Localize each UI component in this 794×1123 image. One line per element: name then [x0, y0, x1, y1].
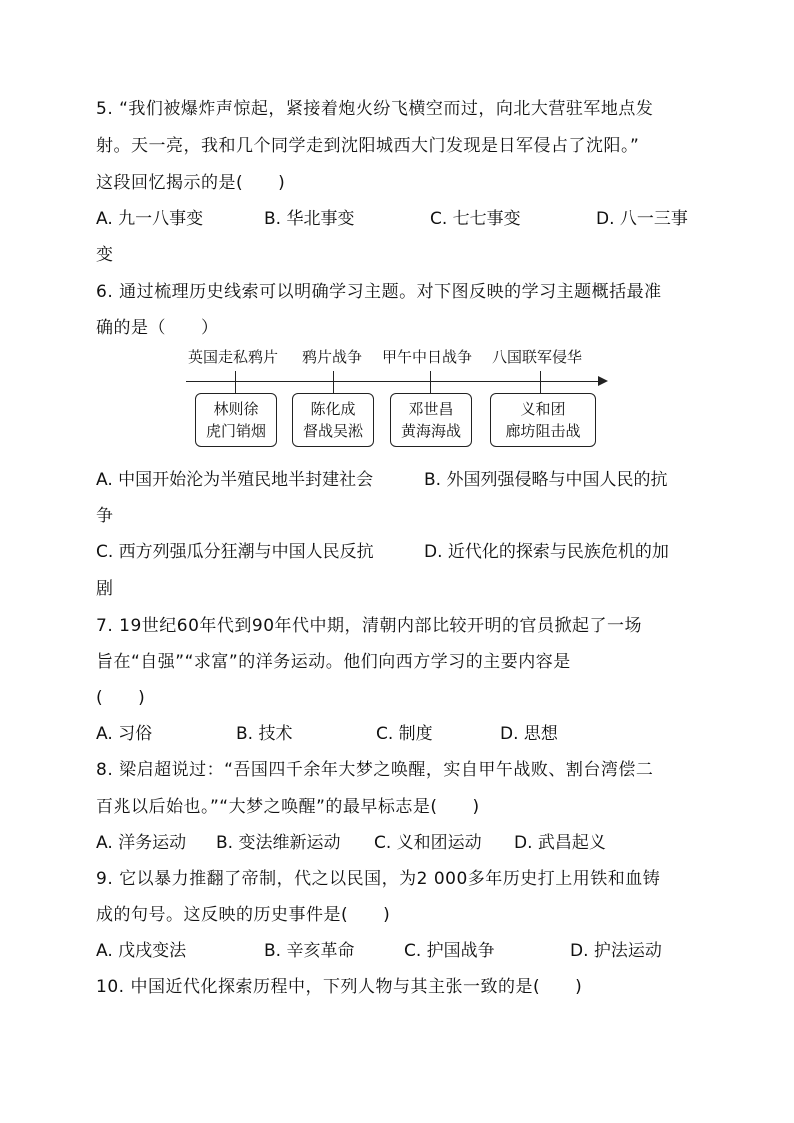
- timeline-event-2: 鸦片战争: [302, 348, 363, 366]
- q5-option-d[interactable]: D. 八一三事: [596, 209, 688, 229]
- q7-stem-line1: 7. 19世纪60年代到90年代中期，清朝内部比较开明的官员掀起了一场: [96, 616, 643, 636]
- q10-stem-line1: 10. 中国近代化探索历程中，下列人物与其主张一致的是( ): [96, 977, 583, 997]
- q6-option-b-wrap: 争: [96, 506, 114, 526]
- q9-option-b[interactable]: B. 辛亥革命: [264, 941, 355, 961]
- timeline-box-4-line2: 廊坊阻击战: [505, 422, 581, 440]
- q6-option-d-wrap: 剧: [96, 579, 114, 599]
- q5-option-d-wrap: 变: [96, 245, 114, 265]
- q7-option-d[interactable]: D. 思想: [500, 724, 558, 744]
- timeline-box-4-line1: 义和团: [520, 400, 566, 418]
- q8-stem-line1: 8. 梁启超说过：“吾国四千余年大梦之唤醒，实自甲午战败、割台湾偿二: [96, 760, 654, 780]
- q7-option-c[interactable]: C. 制度: [376, 724, 433, 744]
- q7-option-b[interactable]: B. 技术: [236, 724, 293, 744]
- q7-stem-line3: ( ): [96, 688, 146, 708]
- timeline-event-4: 八国联军侵华: [492, 348, 583, 366]
- q5-option-a[interactable]: A. 九一八事变: [96, 209, 204, 229]
- q8-option-a[interactable]: A. 洋务运动: [96, 833, 187, 853]
- q9-option-a[interactable]: A. 戊戌变法: [96, 941, 187, 961]
- q6-option-a[interactable]: A. 中国开始沦为半殖民地半封建社会: [96, 470, 374, 490]
- timeline-arrow-icon: [598, 376, 608, 386]
- timeline-box-4: [490, 393, 596, 447]
- q6-option-c[interactable]: C. 西方列强瓜分狂潮与中国人民反抗: [96, 542, 374, 562]
- timeline-tick: [430, 371, 431, 393]
- q7-option-a[interactable]: A. 习俗: [96, 724, 153, 744]
- q9-stem-line1: 9. 它以暴力推翻了帝制，代之以民国，为2 000多年历史打上用铁和血铸: [96, 869, 661, 889]
- q8-option-d[interactable]: D. 武昌起义: [514, 833, 606, 853]
- q6-option-d[interactable]: D. 近代化的探索与民族危机的加: [424, 542, 669, 562]
- q5-stem-line1: 5. “我们被爆炸声惊起，紧接着炮火纷飞横空而过，向北大营驻军地点发: [96, 99, 654, 119]
- timeline-tick: [235, 371, 236, 393]
- q8-stem-line2: 百兆以后始也。”“大梦之唤醒”的最早标志是( ): [96, 797, 480, 817]
- q8-option-c[interactable]: C. 义和团运动: [374, 833, 482, 853]
- q7-stem-line2: 旨在“自强”“求富”的洋务运动。他们向西方学习的主要内容是: [96, 652, 571, 672]
- timeline-box-1: [195, 393, 277, 447]
- timeline-box-3: [390, 393, 472, 447]
- q5-stem-line2: 射。天一亮，我和几个同学走到沈阳城西大门发现是日军侵占了沈阳。”: [96, 136, 640, 156]
- q5-option-b[interactable]: B. 华北事变: [264, 209, 355, 229]
- timeline-box-1-line2: 虎门销烟: [205, 422, 266, 440]
- q6-option-b[interactable]: B. 外国列强侵略与中国人民的抗: [424, 470, 668, 490]
- timeline-box-2-line1: 陈化成: [310, 400, 356, 418]
- q5-option-c[interactable]: C. 七七事变: [430, 209, 521, 229]
- q5-stem-line3: 这段回忆揭示的是( ): [96, 173, 286, 193]
- q9-stem-line2: 成的句号。这反映的历史事件是( ): [96, 905, 391, 925]
- timeline-box-3-line1: 邓世昌: [408, 400, 454, 418]
- timeline-event-3: 甲午中日战争: [382, 348, 473, 366]
- timeline-event-1: 英国走私鸦片: [188, 348, 279, 366]
- q8-option-b[interactable]: B. 变法维新运动: [216, 833, 341, 853]
- timeline-tick: [333, 371, 334, 393]
- timeline-tick: [540, 371, 541, 393]
- timeline-box-2-line2: 督战吴淞: [302, 422, 363, 440]
- timeline-box-1-line1: 林则徐: [213, 400, 259, 418]
- q9-option-d[interactable]: D. 护法运动: [570, 941, 662, 961]
- timeline-box-2: [292, 393, 374, 447]
- q6-stem-line1: 6. 通过梳理历史线索可以明确学习主题。对下图反映的学习主题概括最准: [96, 282, 662, 302]
- q9-option-c[interactable]: C. 护国战争: [404, 941, 495, 961]
- timeline-axis: [186, 381, 600, 382]
- q6-stem-line2: 确的是（ ）: [96, 318, 219, 338]
- timeline-box-3-line2: 黄海海战: [400, 422, 461, 440]
